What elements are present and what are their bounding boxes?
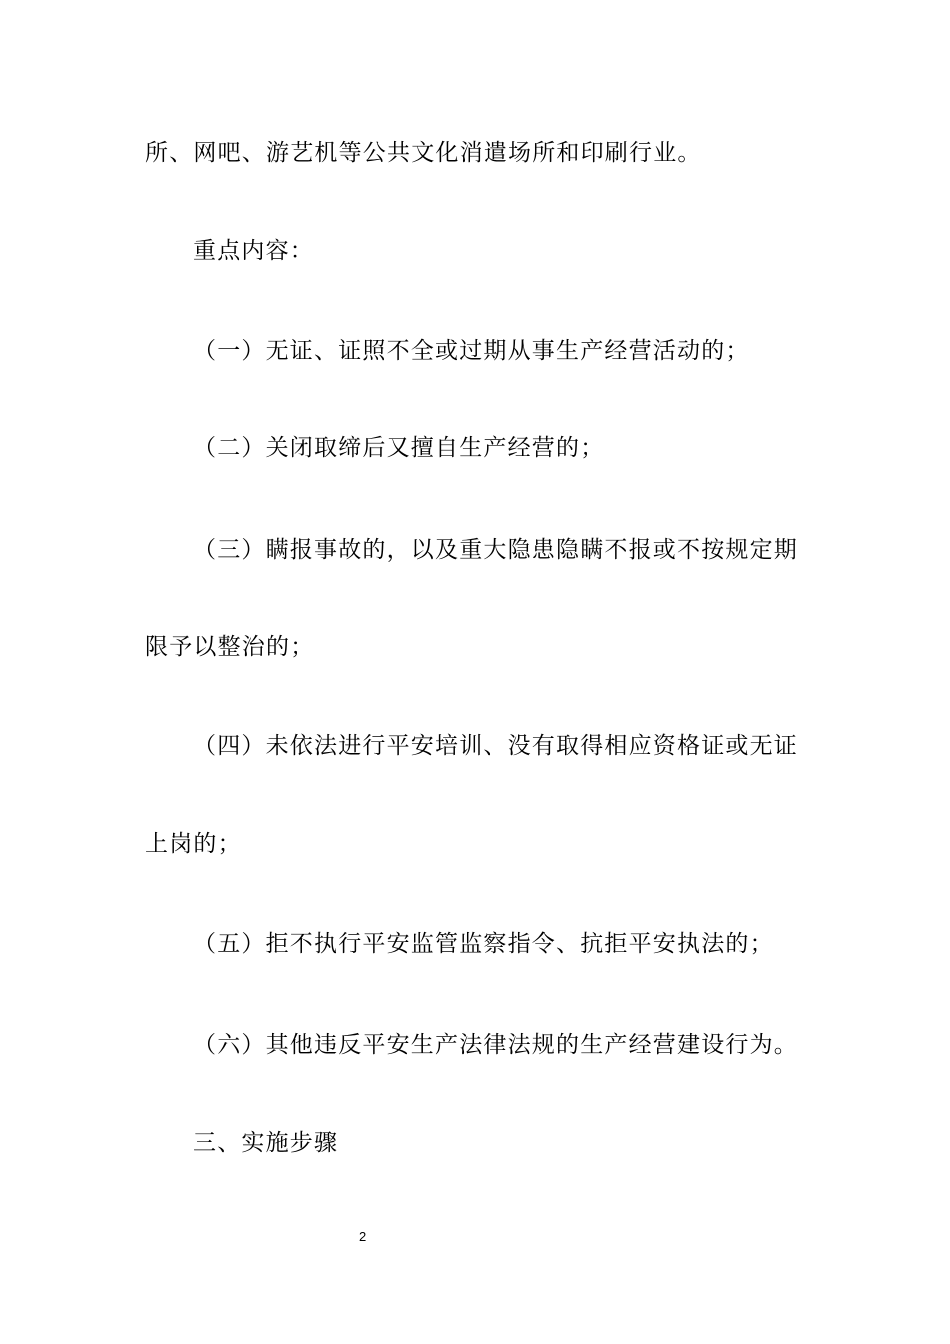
section-heading-key-content: 重点内容：: [193, 238, 314, 264]
list-item-4-line-1: （四）未依法进行平安培训、没有取得相应资格证或无证: [193, 733, 798, 759]
list-item-6: （六）其他违反平安生产法律法规的生产经营建设行为。: [193, 1032, 798, 1058]
list-item-3-line-2: 限予以整治的；: [145, 634, 315, 660]
list-item-4-line-2: 上岗的；: [145, 831, 242, 857]
paragraph-line-continuation: 所、网吧、游艺机等公共文化消遣场所和印刷行业。: [145, 140, 702, 166]
list-item-2: （二）关闭取缔后又擅自生产经营的；: [193, 435, 605, 461]
list-item-5: （五）拒不执行平安监管监察指令、抗拒平安执法的；: [193, 931, 774, 957]
page-number: 2: [359, 1229, 367, 1244]
list-item-1: （一）无证、证照不全或过期从事生产经营活动的；: [193, 338, 750, 364]
section-heading-implementation-steps: 三、实施步骤: [193, 1130, 339, 1156]
list-item-3-line-1: （三）瞒报事故的，以及重大隐患隐瞒不报或不按规定期: [193, 537, 798, 563]
